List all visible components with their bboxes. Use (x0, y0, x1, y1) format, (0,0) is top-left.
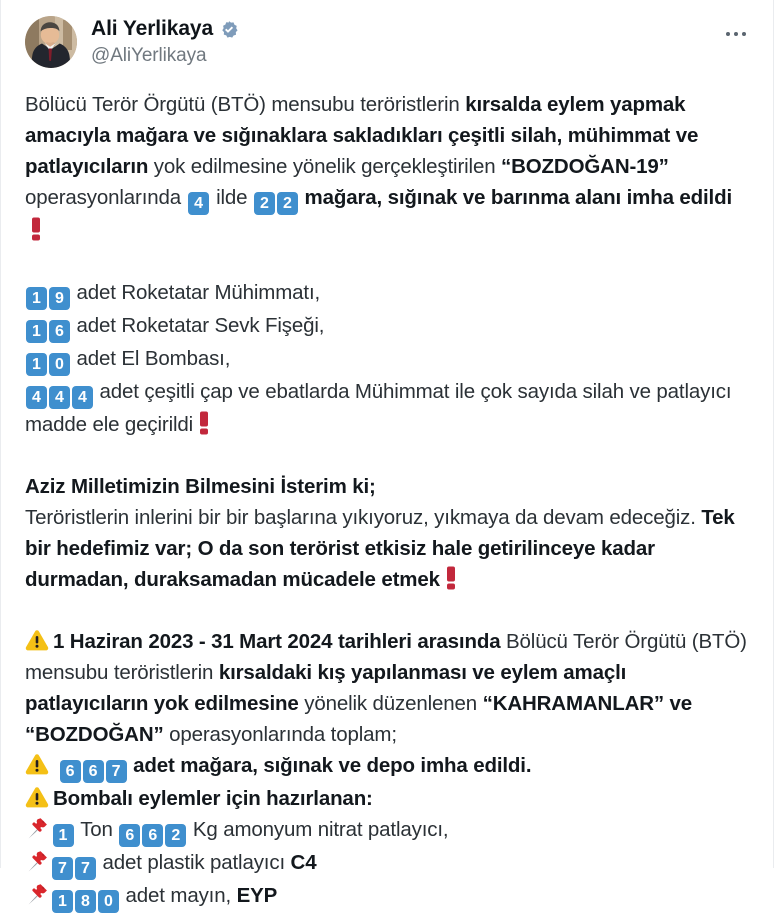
keycap-digit: 1 (53, 824, 74, 847)
p1-seg3: yok edilmesine yönelik gerçekleştirilen (148, 155, 501, 178)
pin-line-text-bold: EYP (236, 884, 278, 907)
keycap-digit: 7 (75, 857, 96, 880)
keycap-group (25, 380, 94, 406)
account-name-block (91, 17, 239, 67)
avatar[interactable] (25, 16, 77, 68)
keycap-group-magara (253, 186, 299, 212)
pushpin-emoji (25, 882, 49, 906)
list-line-text: adet El Bombası, (76, 347, 231, 370)
exclamation-mark-emoji (30, 217, 42, 241)
pushpin-emoji (25, 816, 49, 840)
p3-seg4: yönelik düzenlenen (298, 692, 483, 715)
display-name-row (91, 17, 239, 42)
tweet-summary-line (25, 750, 751, 783)
keycap-digit: 0 (49, 353, 70, 376)
keycap-digit: 8 (75, 890, 96, 913)
keycap-digit: 1 (26, 287, 47, 310)
p1-seg6: ilde (210, 186, 253, 209)
keycap-digit: 6 (119, 824, 140, 847)
tweet-list-line (25, 310, 751, 343)
more-dot (742, 32, 746, 36)
tweet-text-body (25, 89, 751, 913)
pin-line-text: adet plastik patlayıcı (102, 851, 291, 874)
list-line-text: adet çeşitli çap ve ebatlarda Mühimmat ile çok sayıda silah ve patlayıcı madde ele geçirildi (25, 380, 732, 436)
tweet-paragraph-2 (25, 502, 751, 595)
tweet-list-line (25, 277, 751, 310)
warning-emoji (25, 786, 49, 808)
p1-seg5: operasyonlarında (25, 186, 187, 209)
summary-line-text: Bombalı eylemler için hazırlanan: (53, 787, 373, 810)
pin-line-text-bold: C4 (290, 851, 317, 874)
keycap-digit: 2 (254, 192, 275, 215)
more-dot (726, 32, 730, 36)
exclamation-mark-emoji (198, 411, 210, 435)
p3-seg3-bold: kırsaldaki kış yapılanması ve eylem amaçlı patlayıcıların yok edilmesine (25, 661, 627, 715)
keycap-digit: 4 (26, 386, 47, 409)
pushpin-emoji (25, 849, 49, 873)
p3-seg1-bold: 1 Haziran 2023 - 31 Mart 2024 tarihleri arasında (53, 630, 501, 653)
display-name[interactable]: Ali Yerlikaya (91, 17, 214, 40)
tweet-list-line (25, 343, 751, 376)
keycap-digit: 2 (165, 824, 186, 847)
tweet-summary-line (25, 783, 751, 814)
more-options-icon[interactable] (719, 22, 753, 46)
keycap-digit: 9 (49, 287, 70, 310)
keycap-digit: 6 (83, 760, 104, 783)
keycap-group (25, 281, 71, 307)
pin-line-text: Kg amonyum nitrat patlayıcı, (192, 818, 449, 841)
p1-seg4-bold: “BOZDOĞAN-19” (501, 155, 669, 178)
keycap-group (51, 851, 97, 877)
p2-seg1: Teröristlerin inlerini bir bir başlarına yıkıyoruz, yıkmaya da devam edeceğiz. (25, 506, 702, 529)
keycap-group (51, 884, 120, 910)
summary-line-text: adet mağara, sığınak ve depo imha edildi. (133, 754, 532, 777)
tweet-list-line (25, 376, 751, 440)
keycap-digit: 1 (52, 890, 73, 913)
tweet-pin-line (25, 847, 751, 880)
exclamation-mark-emoji (445, 566, 457, 590)
keycap-digit: 1 (26, 353, 47, 376)
tweet-paragraph-3 (25, 626, 751, 750)
p2-heading-bold: Aziz Milletimizin Bilmesini İsterim ki; (25, 475, 376, 498)
keycap-group (59, 754, 128, 780)
list-line-text: adet Roketatar Sevk Fişeği, (76, 314, 325, 337)
spacer (25, 440, 751, 471)
keycap-digit: 7 (106, 760, 127, 783)
tweet-pin-line (25, 814, 751, 847)
keycap-digit: 0 (98, 890, 119, 913)
avatar-photo (25, 16, 77, 68)
spacer (25, 246, 751, 277)
keycap-digit: 2 (277, 192, 298, 215)
pin-line-mid: Ton (80, 818, 113, 841)
p3-seg5-bold: “KAHRAMANLAR” ve “BOZDOĞAN” (25, 692, 693, 746)
p3-seg2: Bölücü Terör Örgütü (BTÖ) mensubu teröristlerin (25, 630, 747, 684)
keycap-digit: 6 (60, 760, 81, 783)
tweet-paragraph-1 (25, 89, 751, 246)
keycap-digit: 4 (49, 386, 70, 409)
p2-seg2-bold: Tek bir hedefimiz var; O da son terörist etkisiz hale getirilinceye kadar durmadan, duraksamadan mücadele etmek (25, 506, 735, 591)
keycap-group (118, 818, 187, 844)
tweet-pin-line (25, 880, 751, 913)
spacer (25, 595, 751, 626)
verified-badge-icon (219, 20, 239, 40)
warning-emoji (25, 753, 49, 775)
pin-line-text: adet mayın, (125, 884, 237, 907)
keycap-digit: 4 (188, 192, 209, 215)
p3-seg6: operasyonlarında toplam; (163, 723, 397, 746)
keycap-digit: 6 (142, 824, 163, 847)
warning-emoji (25, 629, 49, 651)
keycap-digit: 7 (52, 857, 73, 880)
tweet-header (25, 10, 751, 72)
more-dot (734, 32, 738, 36)
p1-seg2-bold: kırsalda eylem yapmak amacıyla mağara ve sığınaklara sakladıkları çeşitli silah, mühimmat ve patlayıcıların (25, 93, 699, 178)
keycap-digit: 6 (49, 320, 70, 343)
p1-seg7-bold: mağara, sığınak ve barınma alanı imha edildi (298, 186, 732, 209)
keycap-group (25, 347, 71, 373)
keycap-digit: 4 (72, 386, 93, 409)
keycap-group (25, 314, 71, 340)
account-handle[interactable]: @AliYerlikaya (91, 44, 207, 66)
list-line-text: adet Roketatar Mühimmatı, (76, 281, 321, 304)
p1-seg1: Bölücü Terör Örgütü (BTÖ) mensubu teröristlerin (25, 93, 466, 116)
tweet-paragraph-2-heading (25, 471, 751, 502)
keycap-digit: 1 (26, 320, 47, 343)
